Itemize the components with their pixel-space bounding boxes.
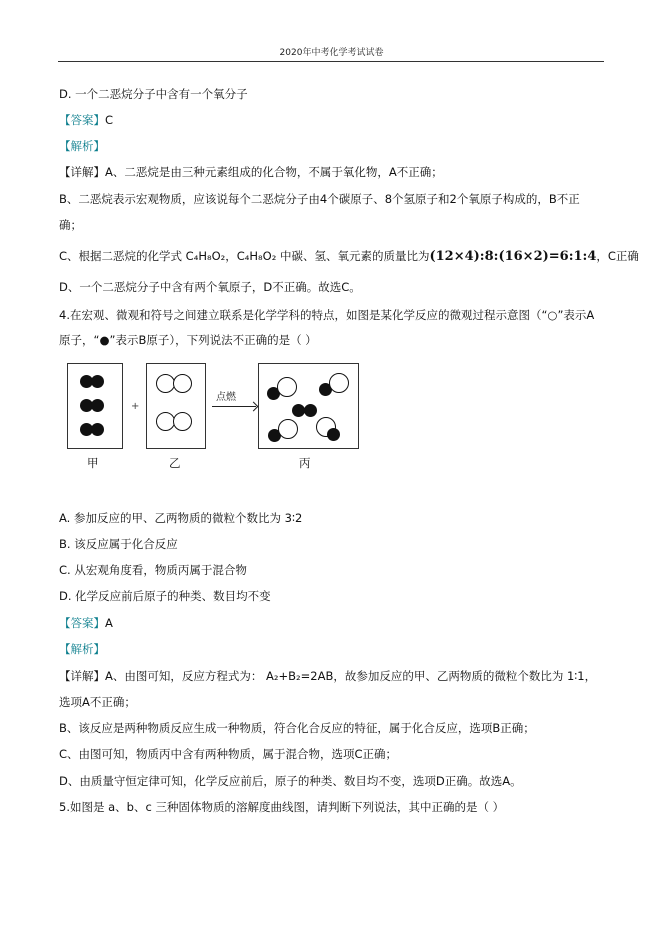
q4-stem-line1: 4.在宏观、微观和符号之间建立联系是化学学科的特点，如图是某化学反应的微观过程示意图（“○”表示A bbox=[59, 308, 595, 322]
black-atom bbox=[327, 428, 340, 441]
q4-detail-c: C、由图可知，物质丙中含有两种物质，属于混合物，选项C正确； bbox=[59, 747, 398, 761]
q3-option-d: D. 一个二恶烷分子中含有一个氧分子 bbox=[59, 87, 248, 101]
white-atom bbox=[173, 412, 192, 431]
q4-stem-line2: 原子，“●”表示B原子），下列说法不正确的是（ ） bbox=[59, 333, 317, 347]
white-atom bbox=[277, 377, 297, 397]
label-bing: 丙 bbox=[299, 456, 311, 470]
arrow-label: 点燃 bbox=[216, 392, 236, 403]
q3-answer bbox=[59, 112, 113, 128]
q3-detail-c bbox=[59, 248, 639, 265]
detail-c-text: C、根据二恶烷的化学式 C₄H₈O₂，C₄H₈O₂ 中碳、氢、氧元素的质量比为 bbox=[59, 249, 430, 263]
detail-c-post: ，C正确 bbox=[596, 249, 639, 263]
q4-detail-a1: 【详解】A、由图可知，反应方程式为： A₂+B₂=2AB，故参加反应的甲、乙两物质的微粒个数比为 1∶1， bbox=[59, 669, 597, 683]
q5-stem: 5.如图是 a、b、c 三种固体物质的溶解度曲线图，请判断下列说法，其中正确的是（ ） bbox=[59, 800, 505, 814]
box-bing bbox=[258, 363, 359, 449]
white-atom bbox=[329, 373, 349, 393]
q4-detail-b: B、该反应是两种物质反应生成一种物质，符合化合反应的特征，属于化合反应，选项B正确； bbox=[59, 721, 535, 735]
q3-analysis-label: 【解析】 bbox=[59, 139, 105, 153]
q3-detail-d: D、一个二恶烷分子中含有两个氧原子，D不正确。故选C。 bbox=[59, 280, 361, 294]
answer-label: 【答案】 bbox=[59, 113, 105, 127]
q4-option-b: B. 该反应属于化合反应 bbox=[59, 537, 178, 551]
q3-detail-b1: B、二恶烷表示宏观物质，应该说每个二恶烷分子由4个碳原子、8个氢原子和2个氧原子构成的，B不正 bbox=[59, 192, 580, 206]
q4-option-c: C. 从宏观角度看，物质丙属于混合物 bbox=[59, 563, 247, 577]
white-atom bbox=[173, 374, 192, 393]
q3-detail-a: 【详解】A、二恶烷是由三种元素组成的化合物，不属于氧化物，A不正确； bbox=[59, 165, 443, 179]
black-atom bbox=[304, 404, 317, 417]
reaction-arrow bbox=[212, 406, 256, 407]
q3-detail-b2: 确； bbox=[59, 218, 82, 232]
q4-detail-d: D、由质量守恒定律可知，化学反应前后，原子的种类、数目均不变，选项D正确。故选A。 bbox=[59, 774, 522, 788]
q4-analysis-label: 【解析】 bbox=[59, 642, 105, 656]
q4-option-d: D. 化学反应前后原子的种类、数目均不变 bbox=[59, 589, 271, 603]
white-atom bbox=[278, 419, 298, 439]
q4-detail-a2: 选项A不正确； bbox=[59, 695, 136, 709]
black-atom bbox=[91, 399, 104, 412]
black-atom bbox=[91, 423, 104, 436]
answer-value: C bbox=[105, 113, 114, 127]
box-yi bbox=[146, 363, 206, 449]
page-header: 2020年中考化学考试试卷 bbox=[279, 48, 384, 58]
answer-value: A bbox=[105, 616, 113, 630]
header-rule bbox=[58, 61, 604, 62]
q4-answer bbox=[59, 615, 113, 631]
q4-option-a: A. 参加反应的甲、乙两物质的微粒个数比为 3∶2 bbox=[59, 511, 303, 525]
label-jia: 甲 bbox=[87, 456, 99, 470]
mass-ratio-formula: (12×4):8:(16×2)=6:1:4 bbox=[429, 249, 597, 264]
answer-label: 【答案】 bbox=[59, 616, 105, 630]
label-yi: 乙 bbox=[169, 456, 181, 470]
black-atom bbox=[91, 375, 104, 388]
box-jia bbox=[67, 363, 123, 449]
plus-sign: + bbox=[131, 401, 140, 412]
